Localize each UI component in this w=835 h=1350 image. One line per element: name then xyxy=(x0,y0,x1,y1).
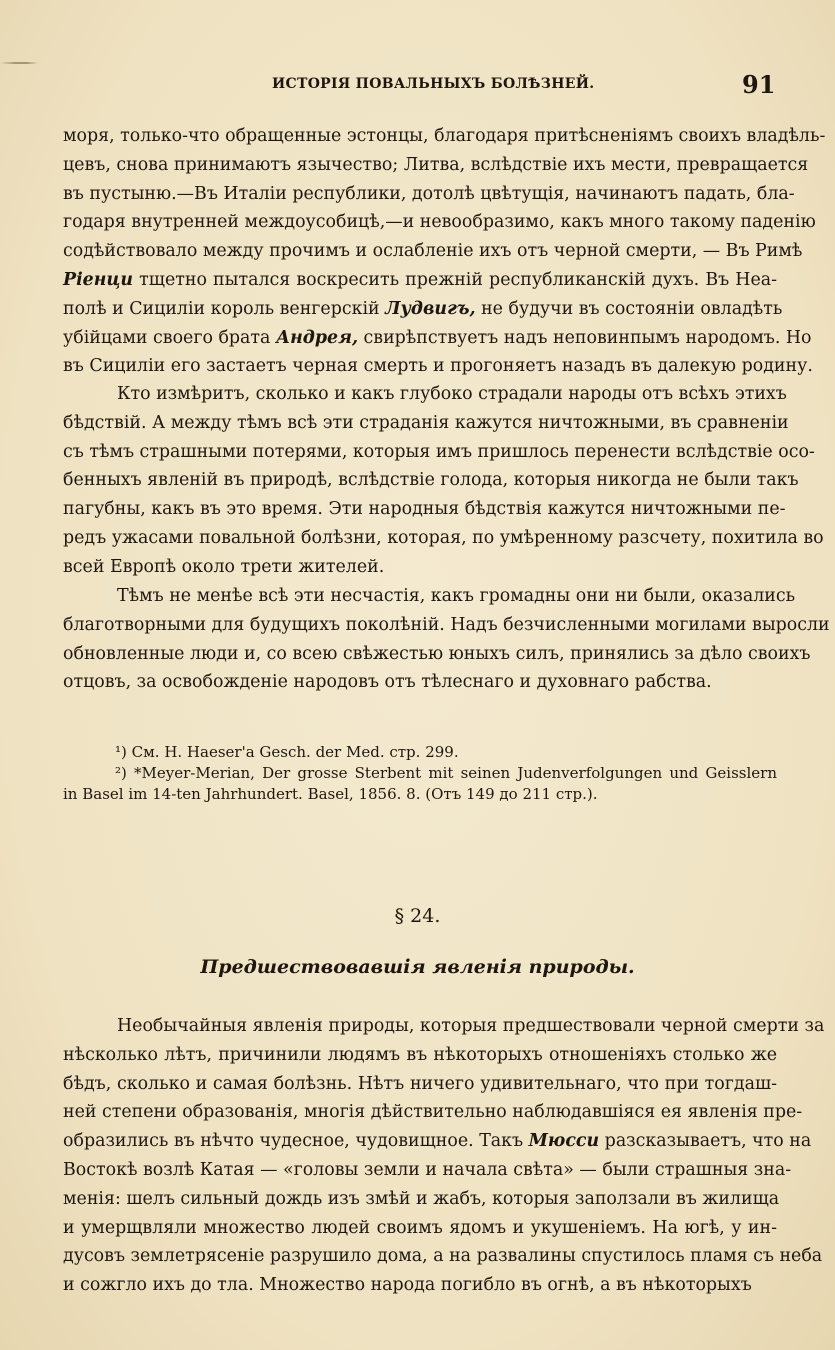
italic-name: Лудвигъ, xyxy=(385,298,476,319)
running-title: ИСТОРІЯ ПОВАЛЬНЫХЪ БОЛѢЗНЕЙ. xyxy=(272,76,595,92)
text-line: бѣдъ, сколько и самая болѣзнь. Нѣтъ ничего удивительнаго, что при тогдаш- xyxy=(63,1073,777,1094)
text-line: Ріенци тщетно пытался воскресить прежній республиканскій духъ. Въ Неа- xyxy=(63,269,777,290)
section-number: § 24. xyxy=(394,905,441,927)
text-line: пагубны, какъ въ это время. Эти народныя бѣдствія кажутся ничтожными пе- xyxy=(63,499,786,520)
text-line: нѣсколько лѣтъ, причинили людямъ въ нѣкоторыхъ отношеніяхъ столько же xyxy=(63,1044,777,1065)
text-line: благотворными для будущихъ поколѣній. Надъ безчисленными могилами выросли xyxy=(63,614,830,635)
text-line: дусовъ землетрясеніе разрушило дома, а на развалины спустилось пламя съ неба xyxy=(63,1246,823,1267)
text-line: и сожгло ихъ до тла. Множество народа погибло въ огнѣ, а въ нѣкоторыхъ xyxy=(63,1275,752,1296)
text-line: обновленные люди и, со всею свѣжестью юныхъ силъ, принялись за дѣло своихъ xyxy=(63,643,811,664)
page-header xyxy=(0,70,835,102)
text-line: убійцами своего брата Андрея, свирѣпствуетъ надъ неповинпымъ народомъ. Но xyxy=(63,327,812,348)
text-line: въ пустыню.—Въ Италіи республики, дотолѣ цвѣтущія, начинаютъ падать, бла- xyxy=(63,183,795,204)
italic-name: Ріенци xyxy=(63,269,134,290)
footnote-2: ²) *Meyer-Merian, Der grosse Sterbent mit seinen Judenverfolgungen und Geisslern xyxy=(115,764,777,782)
text-line: моря, только-что обращенные эстонцы, благодаря притѣсненіямъ своихъ владѣль- xyxy=(63,126,826,146)
text-line: менія: шелъ сильный дождь изъ змѣй и жабъ, которыя заползали въ жилища xyxy=(63,1188,780,1209)
text-line: ней степени образованія, многія дѣйствительно наблюдавшіяся ея явленія пре- xyxy=(63,1102,803,1123)
text-line: цевъ, снова принимаютъ язычество; Литва, вслѣдствіе ихъ мести, превращается xyxy=(63,154,809,175)
page-number: 91 xyxy=(742,70,776,99)
footnote-1: ¹) См. H. Haeser'a Gesch. der Med. стр. 299. xyxy=(115,743,459,761)
paragraph-1 xyxy=(63,122,826,381)
text-line: бѣдствій. А между тѣмъ всѣ эти страданія кажутся ничтожными, въ сравненіи xyxy=(63,412,789,433)
text-line: и умерщвляли множество людей своимъ ядомъ и укушеніемъ. На югѣ, у ин- xyxy=(63,1217,777,1238)
paragraph-4 xyxy=(63,1012,825,1300)
text-line: полѣ и Сициліи король венгерскій Лудвигъ, не будучи въ состояніи овладѣть xyxy=(63,298,783,319)
text-line: Необычайныя явленія природы, которыя предшествовали черной смерти за xyxy=(117,1016,825,1036)
paragraph-3 xyxy=(63,582,830,697)
text-line: бенныхъ явленій въ природѣ, вслѣдствіе голода, которыя никогда не были такъ xyxy=(63,470,799,491)
text-line: Кто измѣритъ, сколько и какъ глубоко страдали народы отъ всѣхъ этихъ xyxy=(117,384,787,404)
section-title: Предшествовавшія явленія природы. xyxy=(200,956,635,978)
footnote-2-continuation: in Basel im 14-ten Jahrhundert. Basel, 1856. 8. (Отъ 149 до 211 стр.). xyxy=(63,785,598,803)
text-line: всей Европѣ около трети жителей. xyxy=(63,556,385,577)
paragraph-2 xyxy=(63,380,824,582)
footnotes xyxy=(63,742,777,805)
text-line: съ тѣмъ страшными потерями, которыя имъ пришлось перенести вслѣдствіе осо- xyxy=(63,441,815,462)
text-line: образились въ нѣчто чудесное, чудовищное. Такъ Мюсси разсказываетъ, что на xyxy=(63,1131,812,1152)
italic-name: Андрея, xyxy=(275,327,359,348)
text-line: Востокѣ возлѣ Катая — «головы земли и начала свѣта» — были страшныя зна- xyxy=(63,1159,792,1180)
text-line: въ Сициліи его застаетъ черная смерть и прогоняетъ назадъ въ далекую родину. xyxy=(63,356,813,377)
text-line: Тѣмъ не менѣе всѣ эти несчастія, какъ громадны они ни были, оказались xyxy=(117,586,796,606)
text-line: отцовъ, за освобожденіе народовъ отъ тѣлеснаго и духовнаго рабства. xyxy=(63,672,712,693)
text-line: содѣйствовало между прочимъ и ослабленіе ихъ отъ черной смерти, — Въ Римѣ xyxy=(63,241,803,262)
text-line: годаря внутренней междоусобицѣ,—и невообразимо, какъ много такому паденію xyxy=(63,212,816,233)
page-edge-mark xyxy=(0,62,38,64)
italic-name: Мюсси xyxy=(528,1131,600,1152)
text-line: редъ ужасами повальной болѣзни, которая, по умѣренному разсчету, похитила во xyxy=(63,527,824,548)
